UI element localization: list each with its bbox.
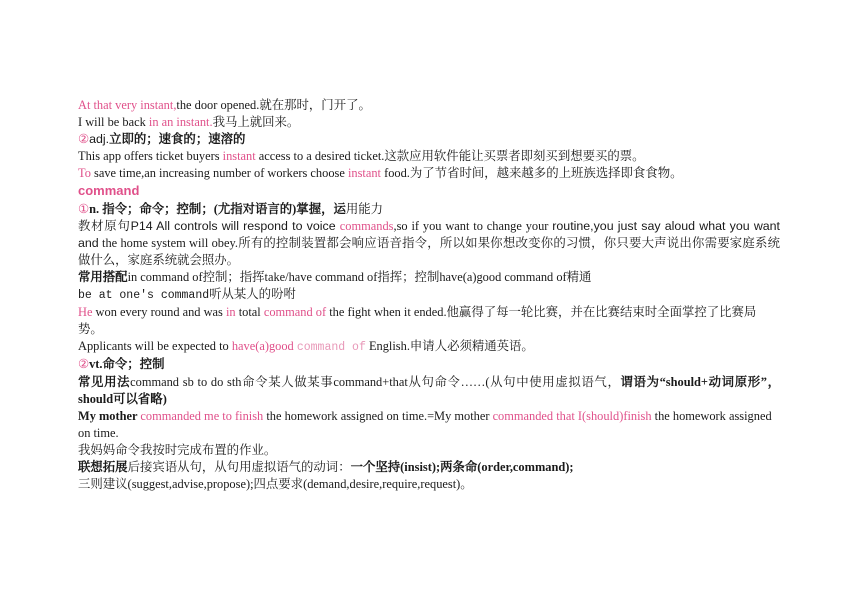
textbook-label: 教材原句	[78, 218, 131, 233]
sense-number: ②	[78, 357, 90, 372]
association-text: 三则建议(suggest,advise,propose);四点要求(demand,desire,require,request)。	[78, 477, 473, 492]
usage-line	[78, 374, 780, 408]
association-line	[78, 459, 780, 476]
highlight-phrase: command of	[263, 305, 327, 320]
highlight-word: commands	[339, 218, 394, 233]
translation-line	[78, 442, 780, 459]
example-text: won every round and was	[92, 305, 226, 320]
highlight-phrase: commanded that I(should)finish	[492, 408, 652, 423]
highlight-phrase: have(a)good	[231, 339, 297, 354]
example-text: Applicants will be expected to	[78, 339, 232, 354]
textbook-quote	[78, 218, 780, 269]
example-line-4	[78, 165, 780, 182]
example-text: I will be back	[78, 115, 149, 130]
highlight-phrase: command of	[296, 341, 366, 355]
usage-note: …(从句中使用虚拟语气，	[472, 374, 621, 389]
example-text: the homework assigned on time.=My mother	[263, 408, 493, 423]
sense-meaning-tail: 用能力	[345, 201, 384, 216]
quote-text: P14 All controls will respond to voice	[130, 218, 340, 233]
usage-note-bold: 谓语为“should+动词原形”，should可以省略)	[78, 374, 781, 406]
sense-heading-adj	[78, 131, 780, 148]
example-line-5	[78, 304, 780, 338]
section-label: 常见用法	[78, 374, 131, 389]
example-text: English.	[365, 339, 410, 354]
highlight-phrase: in an instant.	[148, 115, 213, 130]
usage-pattern: command sb to do sth	[130, 374, 242, 389]
sense-heading-verb	[78, 356, 780, 373]
pos-label: adj.	[89, 132, 110, 147]
quote-text: ,so if you want to change your	[393, 218, 553, 233]
collocation-meaning: 指挥；控制	[377, 269, 440, 284]
translation: 我妈妈命令我按时完成布置的作业。	[78, 442, 277, 457]
usage-pattern: command+that	[333, 374, 408, 389]
example-subject: My mother	[78, 408, 141, 423]
sense-heading-noun	[78, 201, 780, 218]
collocation-meaning: 听从某人的吩咐	[209, 287, 296, 302]
highlight-word: instant	[347, 166, 381, 181]
example-text: This app offers ticket buyers	[78, 149, 223, 164]
translation: 所有的控制装置都会响应语音指令，所以如果你想改变你的习惯，你只要大声说出你需要家庭系统做什么，家庭系统就会照办。	[78, 235, 781, 267]
example-text: food.为了节省时间，越来越多的上班族选择即食食物。	[380, 166, 683, 181]
collocation: have(a)good command of	[439, 269, 567, 284]
sense-meaning: 立即的；速食的；速溶的	[109, 132, 246, 147]
collocation-meaning: 控制；指挥	[202, 269, 265, 284]
highlight-phrase: commanded me to finish	[140, 408, 264, 423]
pos-label: vt.	[89, 357, 103, 372]
example-text: total	[235, 305, 264, 320]
sense-meaning: 命令；控制	[102, 357, 165, 372]
headword: command	[78, 183, 140, 199]
highlight-word: in	[225, 305, 236, 320]
ellipsis: …	[460, 374, 473, 389]
sense-meaning: n. 指令；命令；控制；(尤指对语言的)掌握，运	[89, 201, 346, 216]
example-line-6	[78, 338, 780, 356]
collocation: be at one's command	[78, 289, 210, 303]
quote-text: routine,you just say aloud what you want and	[78, 218, 781, 250]
collocation-meaning: 精通	[566, 269, 592, 284]
quote-text: the home system will obey.	[98, 235, 238, 250]
collocation: in command of	[127, 269, 203, 284]
example-text: the fight when it ended.	[326, 305, 447, 320]
section-label: 联想拓展	[78, 459, 128, 474]
translation: 我马上就回来。	[212, 115, 300, 130]
collocation-line-2	[78, 286, 780, 304]
association-line-2	[78, 476, 780, 493]
example-line-2	[78, 114, 780, 131]
example-text: save time,an increasing number of workers choose	[90, 166, 348, 181]
example-line-1	[78, 97, 780, 114]
example-text: the homework assigned on time.	[78, 408, 772, 440]
highlight-word: He	[78, 305, 93, 320]
vocab-notes	[78, 97, 780, 493]
example-line-7	[78, 408, 780, 442]
example-text: access to a desired ticket.这款应用软件能让买票者即刻买到想要买的票。	[255, 149, 645, 164]
sense-number: ①	[78, 201, 90, 216]
headword-command	[78, 182, 780, 200]
collocations-line	[78, 269, 780, 286]
association-bold: 一个坚持(insist);两条命(order,command);	[350, 459, 574, 474]
translation: 申请人必须精通英语。	[409, 339, 534, 354]
section-label: 常用搭配	[78, 269, 128, 284]
highlight-word: To	[78, 166, 91, 181]
highlight-word: instant	[222, 149, 256, 164]
sense-number: ②	[78, 132, 90, 147]
association-text: 后接宾语从句，从句用虚拟语气的动词：	[127, 459, 351, 474]
highlight-phrase: At that very instant,	[78, 98, 177, 112]
translation: 他赢得了每一轮比赛，并在比赛结束时全面掌控了比赛局势。	[78, 305, 757, 337]
example-text: the door opened.就在那时，门开了。	[176, 98, 371, 112]
example-line-3	[78, 148, 780, 165]
collocation: take/have command of	[264, 269, 378, 284]
usage-meaning: 从句命令	[407, 374, 461, 389]
usage-meaning: 命令某人做某事	[241, 374, 334, 389]
